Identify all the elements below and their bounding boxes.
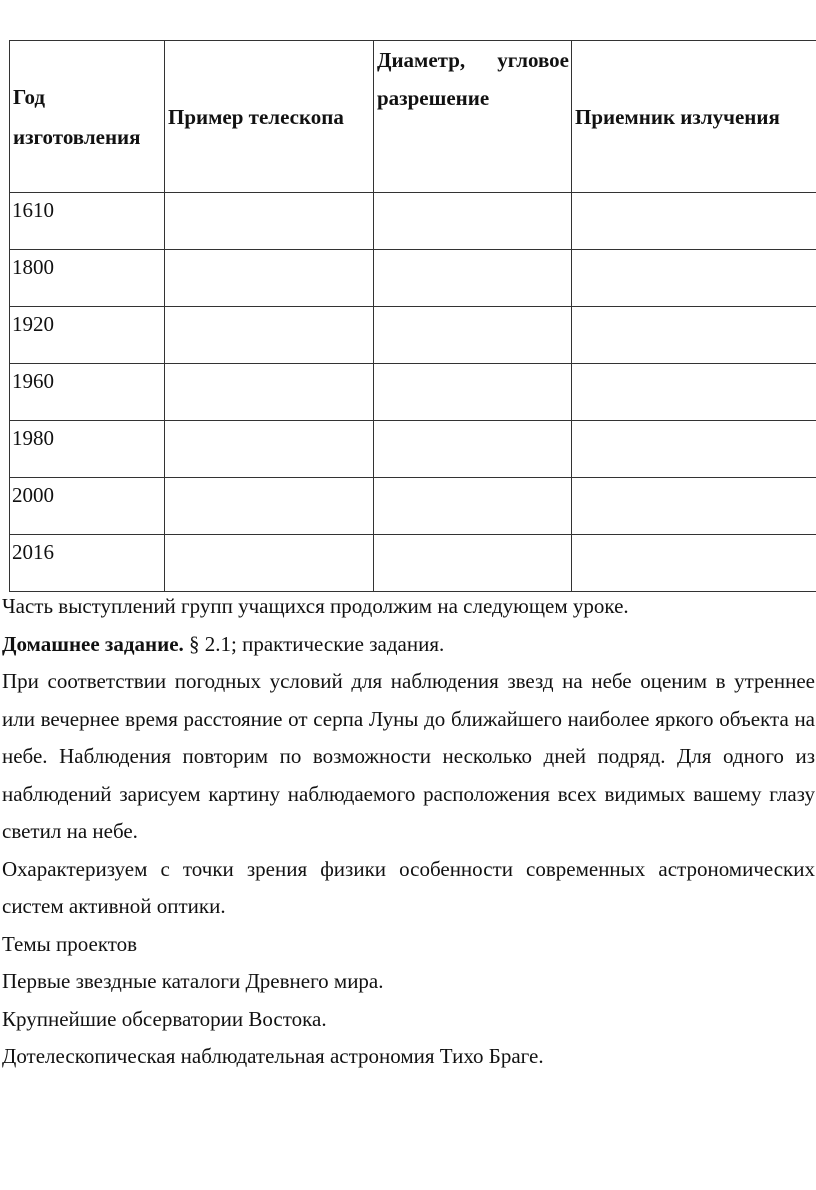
table-header-row bbox=[10, 41, 816, 193]
receiver-cell bbox=[572, 307, 816, 364]
year-value: 1980 bbox=[12, 426, 54, 450]
year-cell bbox=[10, 478, 165, 535]
observation-task-paragraph: При соответствии погодных условий для наблюдения звезд на небе оценим в утреннее или вечернее время расстояние от серпа Луны до ближайшего наиболее яркого объекта на небе. Наблюдения повторим по возможности несколько дней подряд. Для одного из наблюдений зарисуем картину наблюдаемого расположения всех видимых вашему глазу светил на небе. bbox=[2, 669, 815, 843]
project-item: Дотелескопическая наблюдательная астрономия Тихо Браге. bbox=[2, 1044, 544, 1068]
year-cell bbox=[10, 535, 165, 592]
year-value: 1800 bbox=[12, 255, 54, 279]
homework-paragraph bbox=[2, 626, 815, 664]
homework-label: Домашнее задание. bbox=[2, 631, 184, 656]
example-cell bbox=[165, 421, 374, 478]
lesson-text bbox=[2, 588, 815, 1076]
example-cell bbox=[165, 250, 374, 307]
diameter-cell bbox=[374, 193, 572, 250]
header-year bbox=[10, 41, 165, 193]
receiver-cell bbox=[572, 364, 816, 421]
diameter-cell bbox=[374, 307, 572, 364]
project-item: Крупнейшие обсерватории Востока. bbox=[2, 1006, 327, 1031]
table-row bbox=[10, 250, 816, 307]
year-value: 1920 bbox=[12, 312, 54, 336]
example-cell bbox=[165, 307, 374, 364]
year-value: 2016 bbox=[12, 540, 54, 564]
example-cell bbox=[165, 535, 374, 592]
table-row bbox=[10, 364, 816, 421]
table-row bbox=[10, 535, 816, 592]
example-cell bbox=[165, 193, 374, 250]
telescope-history-table bbox=[9, 40, 816, 592]
diameter-cell bbox=[374, 535, 572, 592]
receiver-cell bbox=[572, 535, 816, 592]
projects-heading: Темы проектов bbox=[2, 931, 138, 956]
project-item: Первые звездные каталоги Древнего мира. bbox=[2, 969, 384, 993]
year-cell bbox=[10, 250, 165, 307]
year-value: 1610 bbox=[12, 198, 54, 222]
year-cell bbox=[10, 364, 165, 421]
receiver-cell bbox=[572, 478, 816, 535]
example-cell bbox=[165, 478, 374, 535]
optics-task-paragraph: Охарактеризуем с точки зрения физики особенности современных астрономических систем активной оптики. bbox=[2, 856, 815, 918]
header-diameter-resolution-label: Диаметр, угловое разрешение bbox=[377, 48, 569, 110]
header-radiation-receiver-label: Приемник излучения bbox=[575, 104, 780, 129]
diameter-cell bbox=[374, 364, 572, 421]
receiver-cell bbox=[572, 193, 816, 250]
header-telescope-example-label: Пример телескопа bbox=[168, 104, 344, 129]
receiver-cell bbox=[572, 250, 816, 307]
diameter-cell bbox=[374, 250, 572, 307]
homework-text: § 2.1; практические задания. bbox=[183, 631, 445, 656]
diameter-cell bbox=[374, 421, 572, 478]
header-telescope-example bbox=[165, 41, 374, 193]
diameter-cell bbox=[374, 478, 572, 535]
header-year-label: Год изготовления bbox=[13, 84, 141, 149]
year-value: 2000 bbox=[12, 483, 54, 507]
table-row bbox=[10, 478, 816, 535]
continue-note-paragraph: Часть выступлений групп учащихся продолжим на следующем уроке. bbox=[2, 594, 629, 618]
header-diameter-resolution bbox=[374, 41, 572, 193]
table-row bbox=[10, 193, 816, 250]
year-value: 1960 bbox=[12, 369, 54, 393]
table-row bbox=[10, 307, 816, 364]
example-cell bbox=[165, 364, 374, 421]
year-cell bbox=[10, 421, 165, 478]
table-row bbox=[10, 421, 816, 478]
receiver-cell bbox=[572, 421, 816, 478]
year-cell bbox=[10, 193, 165, 250]
header-radiation-receiver bbox=[572, 41, 816, 193]
year-cell bbox=[10, 307, 165, 364]
